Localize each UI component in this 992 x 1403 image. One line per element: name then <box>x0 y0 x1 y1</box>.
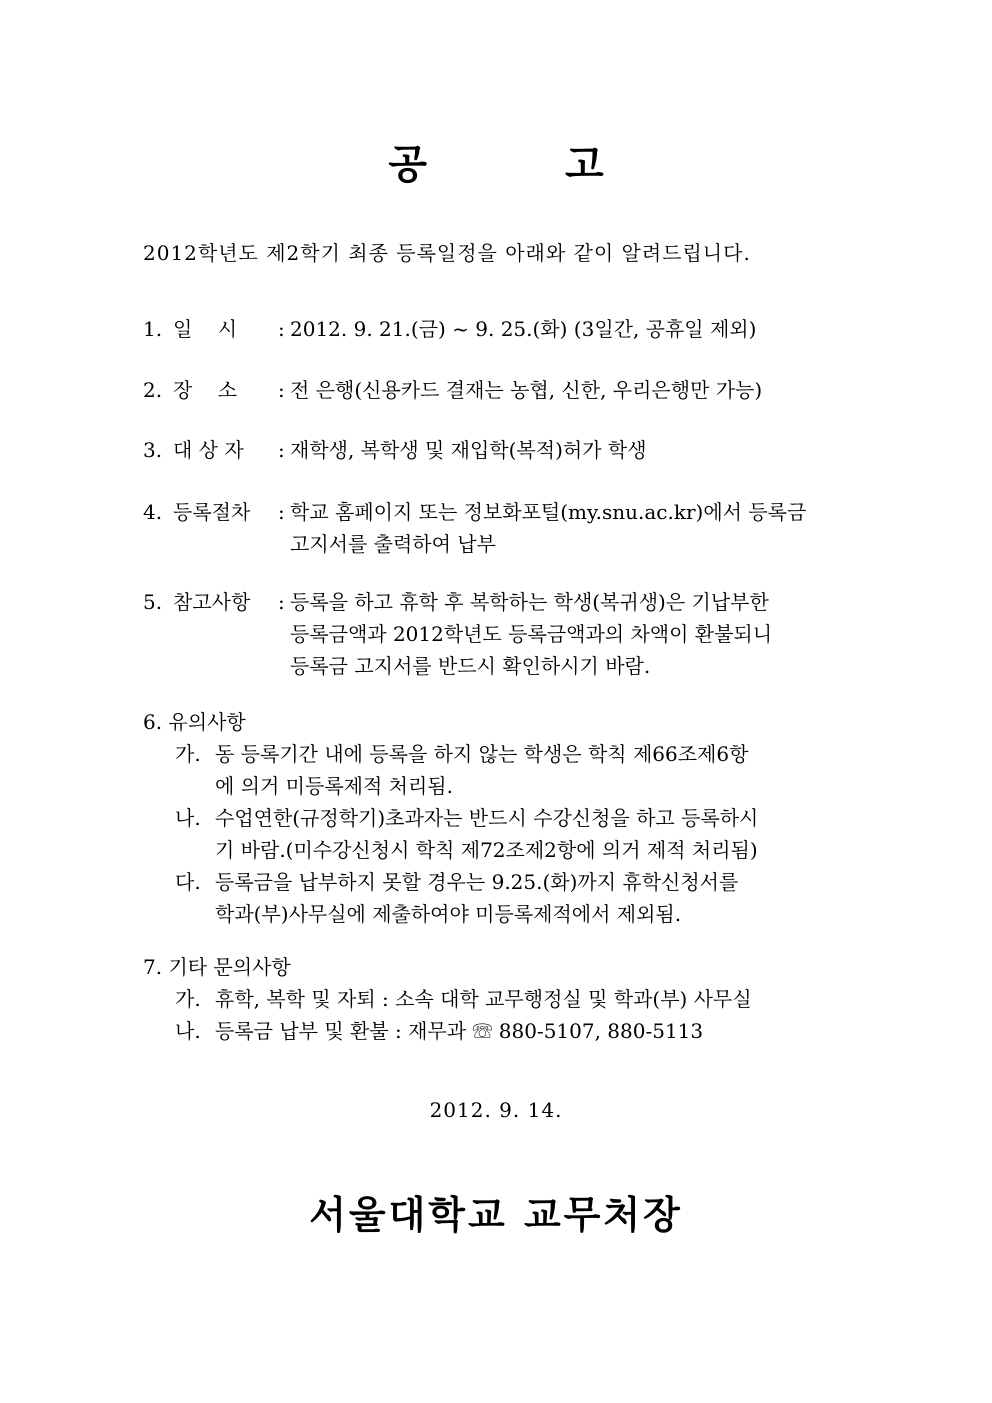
signer-name: 서울대학교 교무처장 <box>309 1192 683 1237</box>
note-mark: 나. <box>175 806 201 830</box>
note-item <box>143 866 863 930</box>
item-text: 고지서를 출력하여 납부 <box>290 532 496 556</box>
contacts-section <box>143 951 863 1047</box>
item-text: 등록금액과 2012학년도 등록금액과의 차액이 환불되니 <box>290 622 773 646</box>
item-label: 대 상 자 <box>173 438 244 462</box>
item-place <box>143 374 863 406</box>
item-text: 2012. 9. 21.(금) ~ 9. 25.(화) (3일간, 공휴일 제외) <box>290 317 757 341</box>
note-text: 수업연한(규정학기)초과자는 반드시 수강신청을 하고 등록하시 <box>215 806 759 830</box>
note-mark: 가. <box>175 742 201 766</box>
item-text: 등록을 하고 휴학 후 복학하는 학생(복귀생)은 기납부한 <box>290 590 769 614</box>
item-number: 3. <box>143 438 163 462</box>
item-number: 1. <box>143 317 163 341</box>
notes-heading: 6. 유의사항 <box>143 710 246 734</box>
item-text: 전 은행(신용카드 결재는 농협, 신한, 우리은행만 가능) <box>290 378 763 402</box>
colon: : <box>278 500 285 524</box>
contacts-heading: 7. 기타 문의사항 <box>143 955 291 979</box>
item-target <box>143 434 863 466</box>
item-label: 등록절차 <box>173 500 251 524</box>
contact-mark: 가. <box>175 987 201 1011</box>
item-schedule <box>143 313 863 345</box>
item-number: 2. <box>143 378 163 402</box>
item-text: 학교 홈페이지 또는 정보화포털(my.snu.ac.kr)에서 등록금 <box>290 500 807 524</box>
item-label: 참고사항 <box>173 590 251 614</box>
note-text: 에 의거 미등록제적 처리됨. <box>215 774 453 798</box>
colon: : <box>278 378 285 402</box>
contact-item <box>143 983 863 1015</box>
item-label: 일 시 <box>173 317 238 341</box>
contact-text: 휴학, 복학 및 자퇴 : 소속 대학 교무행정실 및 학과(부) 사무실 <box>215 987 752 1011</box>
item-number: 4. <box>143 500 163 524</box>
intro-sentence: 2012학년도 제2학기 최종 등록일정을 아래와 같이 알려드립니다. <box>143 241 751 265</box>
item-text: 재학생, 복학생 및 재입학(복적)허가 학생 <box>290 438 647 462</box>
item-label: 장 소 <box>173 378 238 402</box>
item-reference <box>143 586 863 682</box>
colon: : <box>278 438 285 462</box>
note-item <box>143 802 863 866</box>
note-text: 동 등록기간 내에 등록을 하지 않는 학생은 학칙 제66조제6항 <box>215 742 749 766</box>
item-text: 등록금 고지서를 반드시 확인하시기 바람. <box>290 654 651 678</box>
colon: : <box>278 317 285 341</box>
issue-date: 2012. 9. 14. <box>429 1098 563 1122</box>
contact-item <box>143 1015 863 1047</box>
contact-mark: 나. <box>175 1019 201 1043</box>
note-text: 기 바람.(미수강신청시 학칙 제72조제2항에 의거 제적 처리됨) <box>215 838 758 862</box>
item-procedure <box>143 496 863 560</box>
note-text: 등록금을 납부하지 못할 경우는 9.25.(화)까지 휴학신청서를 <box>215 870 739 894</box>
document-title: 공 고 <box>388 141 666 188</box>
note-item <box>143 738 863 802</box>
contact-text: 등록금 납부 및 환불 : 재무과 ☏ 880-5107, 880-5113 <box>215 1019 704 1043</box>
notes-section <box>143 706 863 930</box>
note-mark: 다. <box>175 870 201 894</box>
item-number: 5. <box>143 590 163 614</box>
colon: : <box>278 590 285 614</box>
note-text: 학과(부)사무실에 제출하여야 미등록제적에서 제외됨. <box>215 902 682 926</box>
